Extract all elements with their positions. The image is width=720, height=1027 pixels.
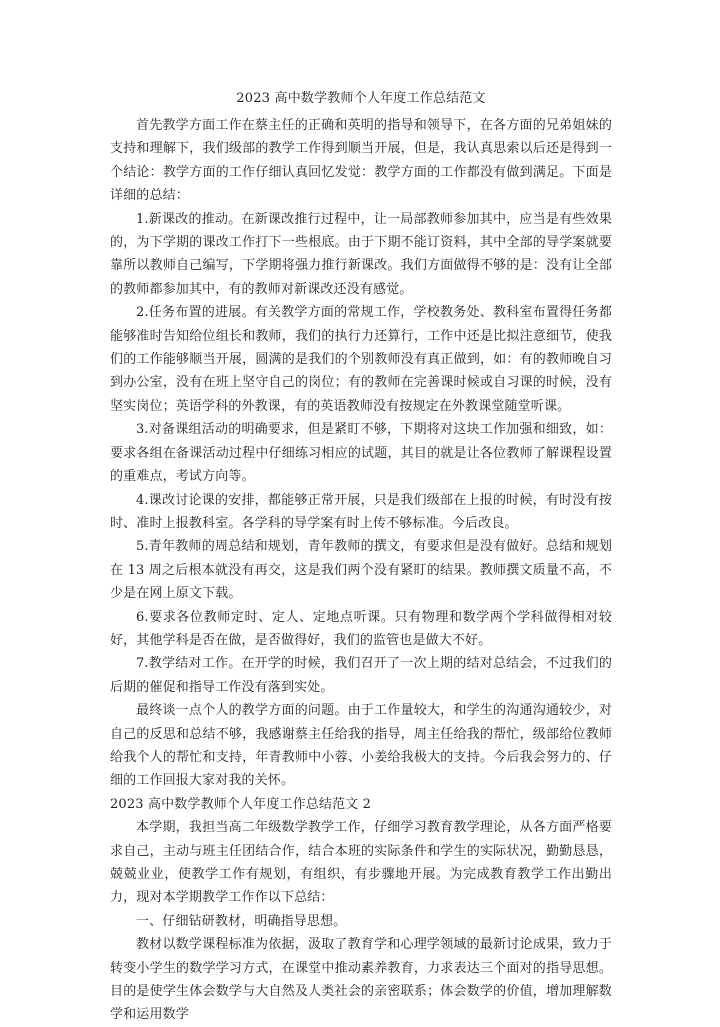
paragraph-section2-body: 教材以数学课程标准为依据，汲取了教育学和心理学领域的最新讨论成果，致力于转变小学生的数学学习方式，在课堂中推动素养教育，力求表达三个面对的指导思想。目的是使学生体会数学与大自然及人类社会的亲密联系；体会数学的价值，增加理解数学和运用数学 (110, 937, 612, 1023)
paragraph-intro: 首先教学方面工作在蔡主任的正确和英明的指导和领导下，在各方面的兄弟姐妹的支持和理解下，我们级部的教学工作得到顺当开展，但是，我认真思索以后还是得到一个结论：教学方面的工作仔细认真回忆发觉：教学方面的工作都没有做到满足。下面是详细的总结： (110, 118, 612, 204)
paragraph-item-3: 3.对备课组活动的明确要求，但是紧盯不够，下期将对这块工作加强和细致，如：要求各组在备课活动过程中仔细练习相应的试题，其目的就是让各位教师了解课程设置的重难点，考试方向等。 (110, 422, 612, 485)
paragraph-item-2: 2.任务布置的进展。有关教学方面的常规工作，学校教务处、教科室布置得任务都能够准时告知给位组长和教师，我们的执行力还算行，工作中还是比拟注意细节，使我们的工作能够顺当开展，圆满的是我们的个别教师没有真正做到，如：有的教师晚自习到办公室，没有在班上坚守自己的岗位；有的教师在完善课时候或自习课的时候，没有坚实岗位；英语学科的外教课，有的英语教师没有按规定在外教课堂随堂听课。 (110, 305, 612, 414)
paragraph-item-5: 5.青年教师的周总结和规划，青年教师的撰文，有要求但是没有做好。总结和规划在 13 周之后根本就没有再交，这是我们两个没有紧盯的结果。教师撰文质量不高，不少是在网上原文下载。 (110, 539, 612, 602)
paragraph-item-4: 4.课改讨论课的安排，都能够正常开展，只是我们级部在上报的时候，有时没有按时、准时上报教科室。各学科的导学案有时上传不够标准。今后改良。 (110, 492, 612, 531)
paragraph-section2-intro: 本学期，我担当高二年级数学教学工作，仔细学习教育教学理论，从各方面严格要求自己，主动与班主任团结合作，结合本班的实际条件和学生的实际状况，勤勤恳恳，兢兢业业，使教学工作有规划，有组织，有步骤地开展。为完成教育教学工作出勤出力，现对本学期教学工作作以下总结： (110, 820, 612, 906)
paragraph-conclusion: 最终谈一点个人的教学方面的问题。由于工作量较大，和学生的沟通沟通较少，对自己的反思和总结不够，我感谢蔡主任给我的指导，周主任给我的帮忙，级部给位教师给我个人的帮忙和支持，年青教师中小蓉、小姜给我极大的支持。今后我会努力的、仔细的工作回报大家对我的关怀。 (110, 703, 612, 789)
paragraph-item-6: 6.要求各位教师定时、定人、定地点听课。只有物理和数学两个学科做得相对较好，其他学科是否在做，是否做得好，我们的监管也是做大不好。 (110, 609, 612, 648)
paragraph-item-1: 1.新课改的推动。在新课改推行过程中，让一局部教师参加其中，应当是有些效果的，为下学期的课改工作打下一些根底。由于下期不能订资料，其中全部的导学案就要靠所以教师自己编写，下学期将强力推行新课改。我们方面做得不够的是：没有让全部的教师都参加其中，有的教师对新课改还没有感觉。 (110, 211, 612, 297)
section-heading-2: 2023 高中数学教师个人年度工作总结范文 2 (110, 796, 372, 812)
paragraph-item-7: 7.教学结对工作。在开学的时候，我们召开了一次上期的结对总结会，不过我们的后期的催促和指导工作没有落到实处。 (110, 656, 612, 695)
document-title: 2023 高中数学教师个人年度工作总结范文 (236, 91, 486, 106)
paragraph-section2-subheading: 一、仔细钻研教材，明确指导思想。 (136, 913, 347, 929)
